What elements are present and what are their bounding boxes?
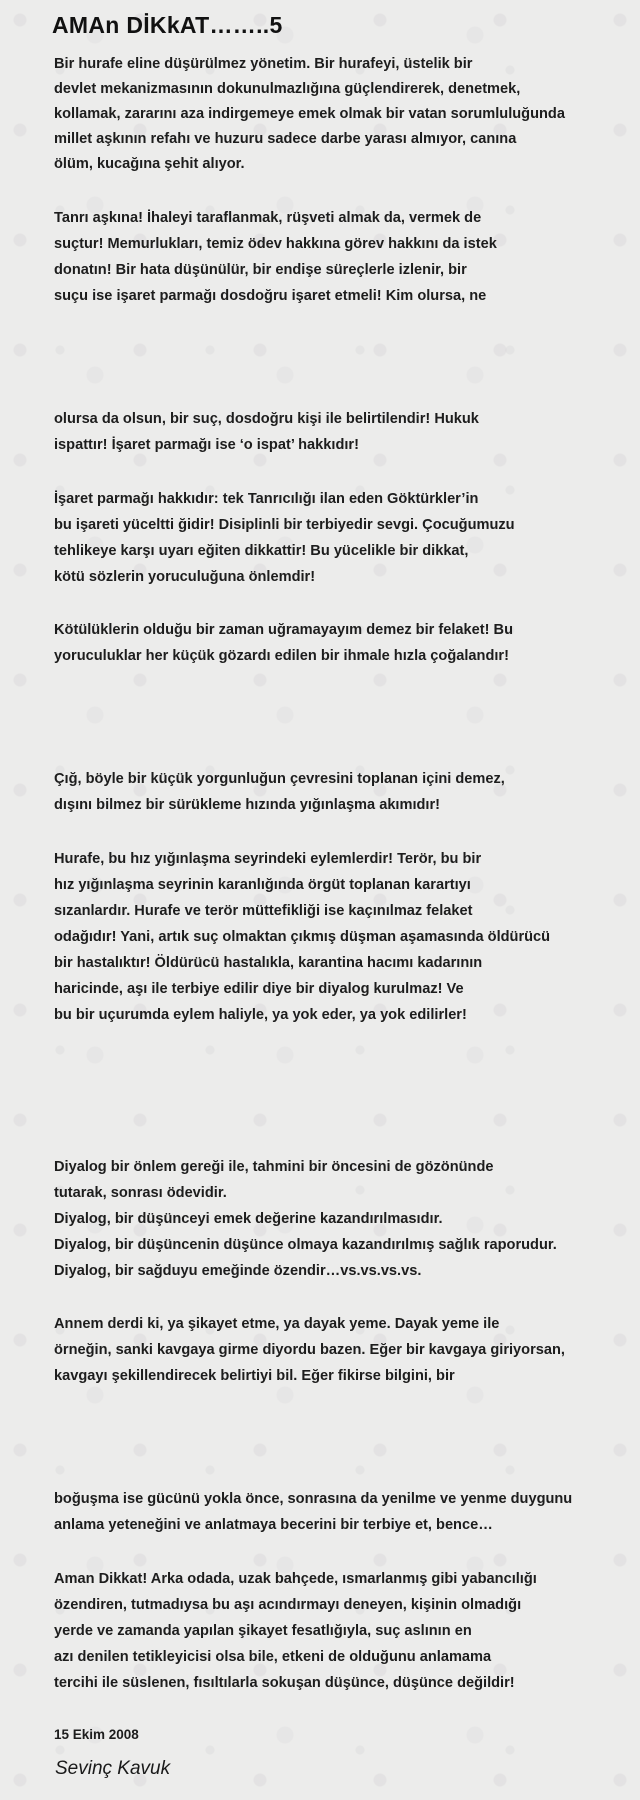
poem-line: Diyalog, bir sağduyu emeğinde özendir…vs.vs.vs.vs. (54, 1263, 422, 1279)
poem-line: yoruculuklar her küçük gözardı edilen bir ihmale hızla çoğalandır! (54, 648, 509, 664)
poem-line: Aman Dikkat! Arka odada, uzak bahçede, ısmarlanmış gibi yabancılığı (54, 1571, 537, 1587)
poem-line: Diyalog bir önlem gereği ile, tahmini bir öncesini de gözönünde (54, 1159, 494, 1175)
poem-line: azı denilen tetikleyicisi olsa bile, etkeni de olduğunu anlamama (54, 1649, 492, 1665)
poem-line: millet aşkının refahı ve huzuru sadece darbe yarası almıyor, canına (54, 131, 517, 147)
author-signature: Sevinç Kavuk (55, 1758, 171, 1779)
poem-line: kollamak, zararını aza indirgemeye emek olmak bir vatan sorumluluğunda (54, 106, 565, 122)
poem-line: bu bir uçurumda eylem haliyle, ya yok eder, ya yok edilirler! (54, 1007, 467, 1023)
poem-line: olursa da olsun, bir suç, dosdoğru kişi ile belirtilendir! Hukuk (54, 411, 479, 427)
poem-line: İşaret parmağı hakkıdır: tek Tanrıcılığı ilan eden Göktürkler’in (54, 491, 479, 507)
poem-line: hız yığınlaşma seyrinin karanlığında örgüt toplanan karartıyı (54, 877, 471, 893)
poem-line: haricinde, aşı ile terbiye edilir diye bir diyalog kurulmaz! Ve (54, 981, 464, 997)
poem-line: Tanrı aşkına! İhaleyi taraflanmak, rüşveti almak da, vermek de (54, 210, 482, 226)
poem-line: özendiren, tutmadıysa bu aşı acındırmayı deneyen, kişinin olmadığı (54, 1597, 522, 1613)
poem-line: tercihi ile süslenen, fısıltılarla sokuşan düşünce, düşünce değildir! (54, 1675, 515, 1691)
poem-line: örneğin, sanki kavgaya girme diyordu bazen. Eğer bir kavgaya giriyorsan, (54, 1342, 565, 1358)
poem-line: kavgayı şekillendirecek belirtiyi bil. Eğer fikirse bilgini, bir (54, 1368, 455, 1384)
poem-line: Diyalog, bir düşüncenin düşünce olmaya kazandırılmış sağlık raporudur. (54, 1237, 557, 1253)
poem-line: Annem derdi ki, ya şikayet etme, ya dayak yeme. Dayak yeme ile (54, 1316, 500, 1332)
poem-title: AMAn DİKkAT……..5 (52, 12, 283, 38)
poem-line: Bir hurafe eline düşürülmez yönetim. Bir hurafeyi, üstelik bir (54, 56, 473, 72)
poem-line: Diyalog, bir düşünceyi emek değerine kazandırılmasıdır. (54, 1211, 443, 1227)
poem-line: tutarak, sonrası ödevidir. (54, 1185, 227, 1201)
poem-line: ispattır! İşaret parmağı ise ‘o ispat’ hakkıdır! (54, 437, 359, 453)
poem-line: dışını bilmez bir sürükleme hızında yığınlaşma akımıdır! (54, 797, 441, 813)
poem-line: bir hastalıktır! Öldürücü hastalıkla, karantina hacımı kadarının (54, 955, 483, 971)
poem-line: bu işareti yüceltti ğidir! Disiplinli bir terbiyedir sevgi. Çocuğumuzu (54, 517, 515, 533)
poem-line: anlama yeteneğini ve anlatmaya becerini bir terbiye et, bence… (54, 1517, 493, 1533)
poem-line: yerde ve zamanda yapılan şikayet fesatlığıyla, suç aslının en (54, 1623, 472, 1639)
poem-line: suçu ise işaret parmağı dosdoğru işaret etmeli! Kim olursa, ne (54, 288, 487, 304)
poem-line: boğuşma ise gücünü yokla önce, sonrasına da yenilme ve yenme duygunu (54, 1491, 573, 1507)
poem-line: donatın! Bir hata düşünülür, bir endişe süreçlerle izlenir, bir (54, 262, 467, 278)
poem-date: 15 Ekim 2008 (54, 1727, 139, 1742)
poem-line: devlet mekanizmasının dokunulmazlığına güçlendirerek, denetmek, (54, 81, 521, 97)
poem-line: odağıdır! Yani, artık suç olmaktan çıkmış düşman aşamasında öldürücü (54, 929, 551, 945)
poem-line: Hurafe, bu hız yığınlaşma seyrindeki eylemlerdir! Terör, bu bir (54, 851, 482, 867)
poem-line: Çığ, böyle bir küçük yorgunluğun çevresini toplanan içini demez, (54, 771, 505, 787)
poem-line: ölüm, kucağına şehit alıyor. (54, 156, 245, 172)
poem-line: kötü sözlerin yoruculuğuna önlemdir! (54, 569, 316, 585)
poem-line: tehlikeye karşı uyarı eğiten dikkattir! Bu yücelikle bir dikkat, (54, 543, 469, 559)
poem-line: Kötülüklerin olduğu bir zaman uğramayayım demez bir felaket! Bu (54, 622, 513, 638)
poem-line: suçtur! Memurlukları, temiz ödev hakkına görev hakkını da istek (54, 236, 497, 252)
poem-line: sızanlardır. Hurafe ve terör müttefikliği ise kaçınılmaz felaket (54, 903, 473, 919)
